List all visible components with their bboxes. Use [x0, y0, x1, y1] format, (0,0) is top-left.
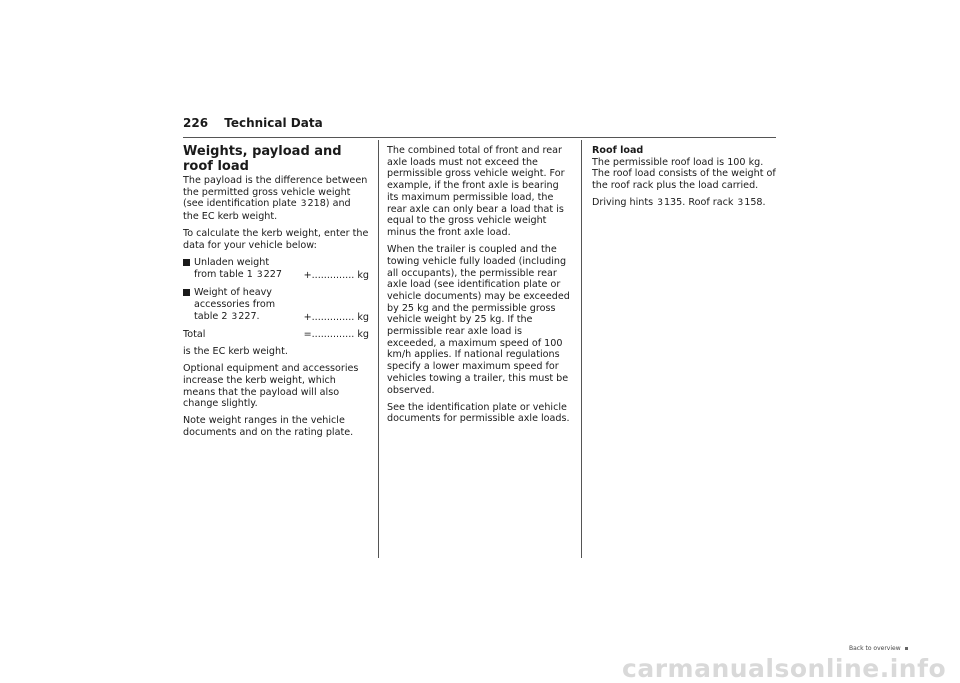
section-title: Technical Data	[224, 116, 323, 130]
total-row: Total =.............. kg	[183, 328, 369, 340]
paragraph: See the identification plate or vehicle documents for permissible axle loads.	[387, 401, 570, 425]
reference-arrow-icon: 3	[256, 269, 263, 280]
column-divider-2	[581, 140, 582, 558]
link-roof-rack[interactable]: 158.	[744, 197, 766, 209]
bullet-icon	[905, 647, 908, 650]
back-to-overview-link[interactable]: Back to overview	[849, 645, 908, 652]
column-3	[592, 145, 778, 216]
header-divider	[183, 137, 776, 138]
paragraph: To calculate the kerb weight, enter the data for your vehicle below:	[183, 228, 369, 252]
page-header	[183, 116, 323, 130]
list-item: Weight of heavy accessories from table 2 3227. +.............. kg	[183, 287, 369, 323]
watermark: carmanualsonline.info	[622, 654, 947, 683]
paragraph: Note weight ranges in the vehicle documents and on the rating plate.	[183, 415, 354, 439]
total-field: =.............. kg	[303, 328, 369, 340]
reference-arrow-icon: 3	[231, 311, 238, 322]
paragraph: When the trailer is coupled and the towing vehicle fully loaded (including all occupants), the permissible rear axle load (see identification plate or vehicle documents) may be exceeded by 25 kg and the permissible gross vehicle weight by 25 kg. If the permissible rear axle load is exceeded, a maximum speed of 100 km/h applies. If national regulations specify a lower maximum speed for vehicles towing a trailer, this must be observed.	[387, 244, 570, 396]
bullet-square-icon	[183, 259, 190, 266]
paragraph: Optional equipment and accessories increase the kerb weight, which means that the payload will also change slightly.	[183, 363, 359, 410]
reference-arrow-icon: 3	[300, 199, 307, 210]
link-driving-hints[interactable]: 135. Roof rack	[663, 197, 734, 209]
entry-field: +.............. kg	[303, 311, 369, 323]
reference-arrow-icon: 3	[737, 198, 744, 209]
bullet-square-icon	[183, 289, 190, 296]
column-divider-1	[378, 140, 379, 558]
reference-arrow-icon: 3	[657, 198, 663, 209]
paragraph: Driving hints 3135. Roof rack 3158.	[592, 197, 766, 209]
column-2	[387, 145, 573, 431]
list-item: Unladen weight from table 1 3227 +.............. kg	[183, 257, 369, 281]
subheading: Roof load	[592, 145, 644, 156]
paragraph: The combined total of front and rear axle loads must not exceed the permissible gross vehicle weight. For example, if the front axle is bearing its maximum permissible load, the rear axle can only bear a load that is equal to the gross vehicle weight minus the front axle load.	[387, 145, 565, 238]
paragraph: The permissible roof load is 100 kg. The roof load consists of the weight of the roof rack plus the load carried.	[592, 156, 776, 192]
section-heading: Weights, payload and roof load	[183, 144, 342, 174]
page-number: 226	[183, 116, 209, 130]
column-1	[183, 144, 369, 444]
entry-field: +.............. kg	[303, 269, 369, 281]
paragraph: is the EC kerb weight.	[183, 345, 288, 357]
paragraph: The payload is the difference between the permitted gross vehicle weight (see identification plate 3218) and the EC kerb weight.	[183, 175, 368, 223]
